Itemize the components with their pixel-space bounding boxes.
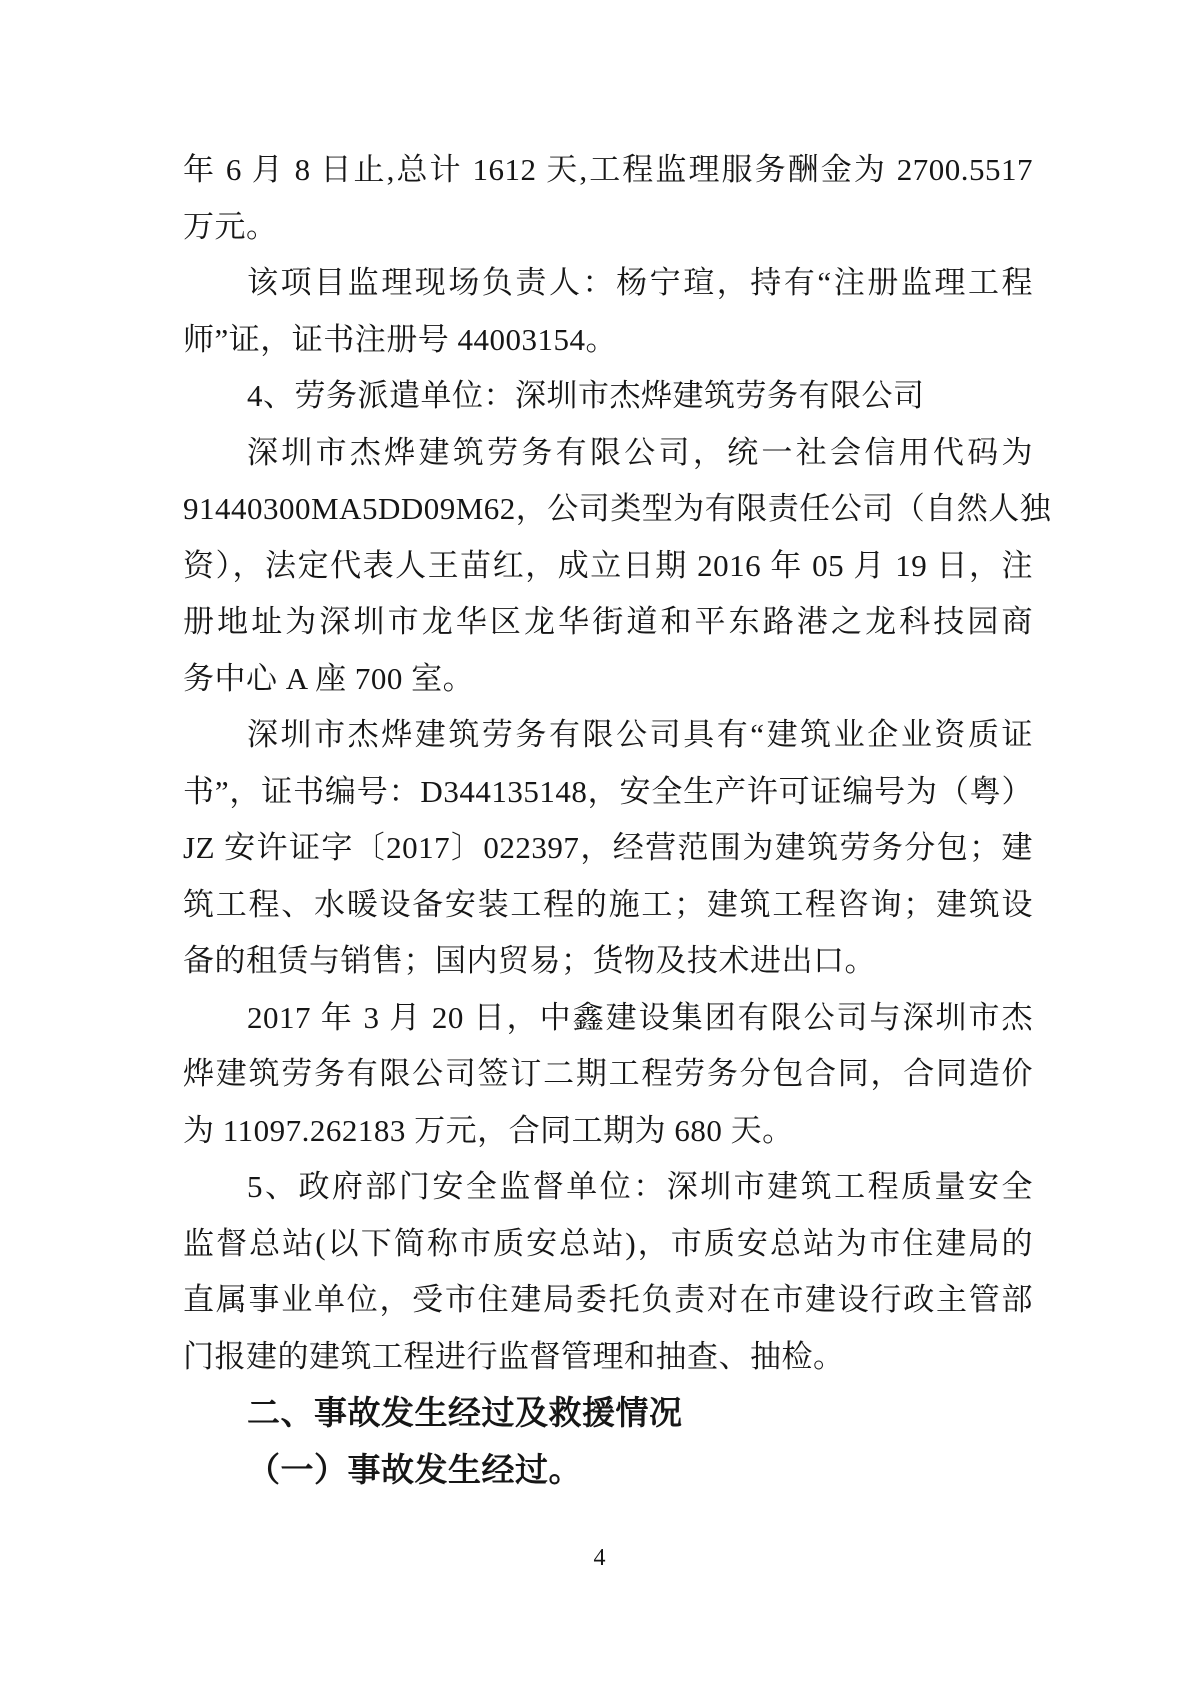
text-line: 91440300MA5DD09M62，公司类型为有限责任公司（自然人独 [183, 491, 1052, 526]
text-line: 师”证，证书注册号 44003154。 [183, 321, 618, 357]
heading-line: 二、事故发生经过及救援情况 [247, 1394, 683, 1431]
text-line: 务中心 A 座 700 室。 [183, 660, 475, 696]
document-content [183, 142, 1052, 1498]
heading-line: （一）事故发生经过。 [247, 1450, 582, 1488]
text-line: 资），法定代表人王苗红，成立日期 2016 年 05 月 19 日，注 [183, 547, 1033, 583]
text-line: 备的租赁与销售；国内贸易；货物及技术进出口。 [183, 943, 876, 978]
text-line: 门报建的建筑工程进行监督管理和抽查、抽检。 [183, 1338, 845, 1374]
text-line: 万元。 [183, 208, 278, 244]
text-line: 册地址为深圳市龙华区龙华街道和平东路港之龙科技园商 [183, 604, 1033, 639]
text-line: 深圳市杰烨建筑劳务有限公司，统一社会信用代码为 [247, 434, 1033, 470]
text-line: 5、政府部门安全监督单位：深圳市建筑工程质量安全 [247, 1169, 1033, 1204]
text-line: 为 11097.262183 万元，合同工期为 680 天。 [183, 1112, 794, 1148]
text-line: 书”，证书编号：D344135148，安全生产许可证编号为（粤） [183, 773, 1033, 809]
text-line: 年 6 月 8 日止,总计 1612 天,工程监理服务酬金为 2700.5517 [183, 152, 1033, 187]
text-line: 筑工程、水暖设备安装工程的施工；建筑工程咨询；建筑设 [183, 886, 1033, 922]
page-number: 4 [593, 1545, 606, 1571]
text-line: JZ 安许证字〔2017〕022397，经营范围为建筑劳务分包；建 [183, 830, 1033, 865]
text-line: 该项目监理现场负责人：杨宁瑄，持有“注册监理工程 [247, 265, 1033, 300]
text-line: 深圳市杰烨建筑劳务有限公司具有“建筑业企业资质证 [247, 717, 1033, 752]
text-line: 4、劳务派遣单位：深圳市杰烨建筑劳务有限公司 [247, 378, 925, 413]
text-line: 2017 年 3 月 20 日，中鑫建设集团有限公司与深圳市杰 [247, 999, 1033, 1035]
text-line: 烨建筑劳务有限公司签订二期工程劳务分包合同，合同造价 [183, 1056, 1033, 1091]
text-line: 监督总站(以下简称市质安总站)，市质安总站为市住建局的 [183, 1225, 1033, 1261]
text-line: 直属事业单位，受市住建局委托负责对在市建设行政主管部 [183, 1282, 1033, 1317]
